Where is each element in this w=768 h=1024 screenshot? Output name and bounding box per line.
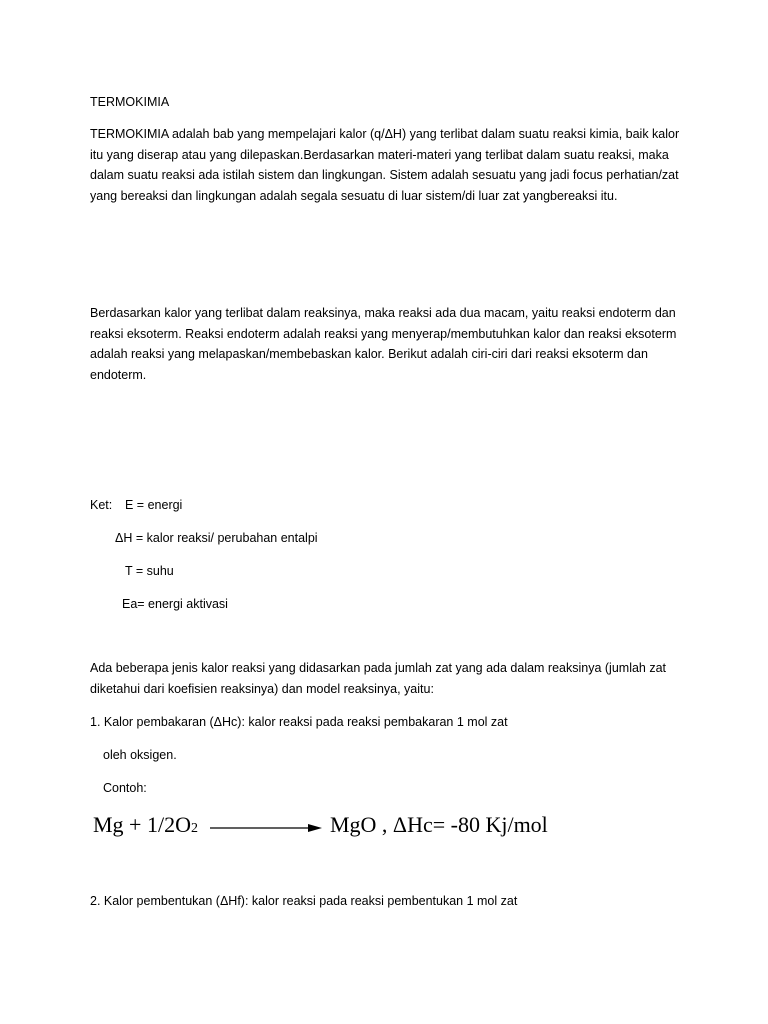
item-combustion-continuation: oleh oksigen.: [103, 748, 177, 762]
equation-products: MgO , ΔHc= -80 Kj/mol: [329, 812, 548, 837]
paragraph-heat-kinds: Ada beberapa jenis kalor reaksi yang didasarkan pada jumlah zat yang ada dalam reaksinya (jumlah zat diketahui dari koefisien reaksinya) dan model reaksinya, yaitu:: [90, 661, 667, 696]
reaction-arrow-icon: [210, 822, 322, 832]
ket-activation-energy: Ea= energi aktivasi: [122, 597, 228, 611]
example-label: Contoh:: [103, 781, 147, 795]
ket-label: Ket:: [90, 498, 113, 512]
item-combustion-title: 1. Kalor pembakaran (ΔHc): kalor reaksi pada reaksi pembakaran 1 mol zat: [90, 715, 508, 729]
equation-reactants: Mg + 1/2O: [93, 812, 191, 837]
equation-subscript: 2: [190, 821, 198, 836]
ket-enthalpy: ΔH = kalor reaksi/ perubahan entalpi: [115, 531, 318, 545]
item-formation-title: 2. Kalor pembentukan (ΔHf): kalor reaksi pada reaksi pembentukan 1 mol zat: [90, 894, 518, 908]
paragraph-intro: TERMOKIMIA adalah bab yang mempelajari kalor (q/ΔH) yang terlibat dalam suatu reaksi kimia, baik kalor itu yang diserap atau yang dilepaskan.Berdasarkan materi-materi yang terlibat dalam suatu reaksi, maka dalam suatu reaksi ada istilah sistem dan lingkungan. Sistem adalah sesuatu yang jadi focus perhatian/zat yang bereaksi dan lingkungan adalah segala sesuatu di luar sistem/di luar zat yangbereaksi itu.: [90, 127, 680, 203]
ket-energy: E = energi: [125, 498, 183, 512]
paragraph-reaction-types: Berdasarkan kalor yang terlibat dalam reaksinya, maka reaksi ada dua macam, yaitu reaksi endoterm dan reaksi eksoterm. Reaksi endoterm adalah reaksi yang menyerap/membutuhkan kalor dan reaksi eksoterm adalah reaksi yang melapaskan/membebaskan kalor. Berikut adalah ciri-ciri dari reaksi eksoterm dan endoterm.: [90, 306, 677, 382]
reaction-equation: [93, 812, 548, 846]
document-title: TERMOKIMIA: [90, 95, 170, 109]
ket-temperature: T = suhu: [125, 564, 174, 578]
